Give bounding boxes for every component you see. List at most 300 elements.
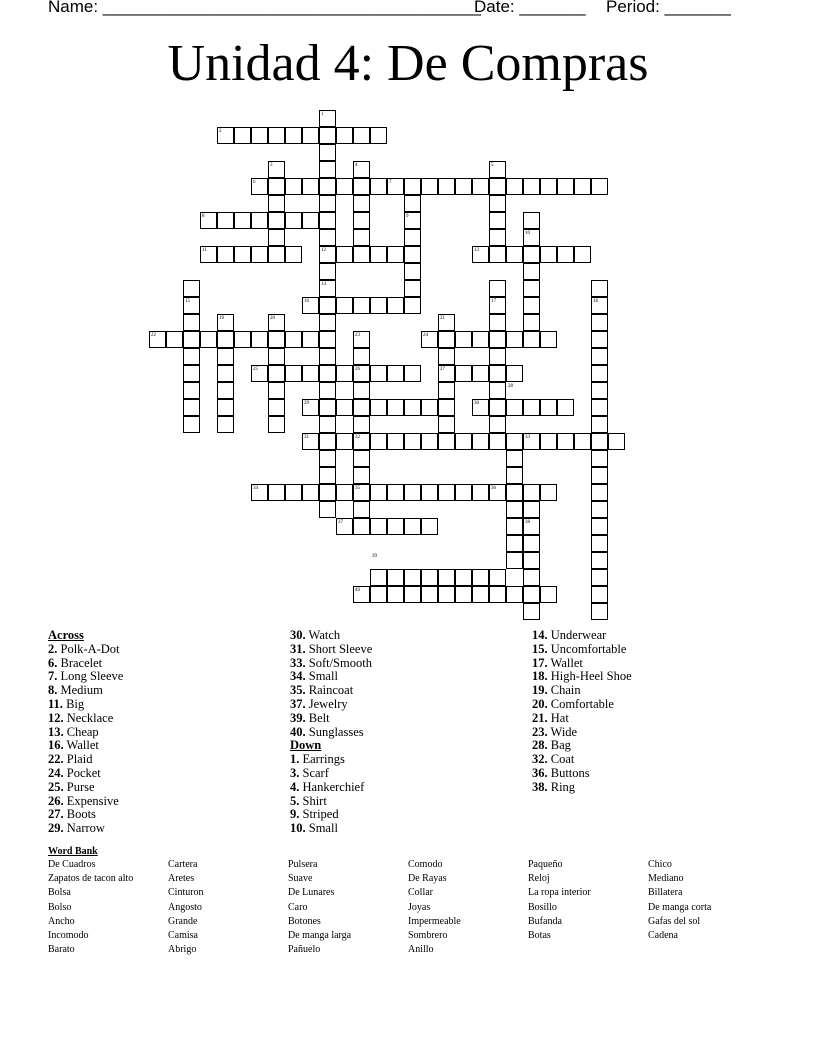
crossword-cell[interactable] bbox=[540, 178, 557, 195]
crossword-cell[interactable] bbox=[591, 467, 608, 484]
crossword-cell[interactable] bbox=[183, 365, 200, 382]
crossword-cell[interactable] bbox=[591, 399, 608, 416]
crossword-cell[interactable] bbox=[404, 229, 421, 246]
crossword-cell[interactable] bbox=[404, 433, 421, 450]
crossword-cell[interactable] bbox=[285, 127, 302, 144]
crossword-cell[interactable] bbox=[591, 484, 608, 501]
crossword-cell[interactable] bbox=[523, 297, 540, 314]
crossword-cell[interactable] bbox=[183, 416, 200, 433]
clue-number: 18 bbox=[593, 299, 598, 304]
crossword-cell[interactable] bbox=[370, 484, 387, 501]
crossword-cell[interactable] bbox=[506, 552, 523, 569]
crossword-cell[interactable] bbox=[353, 229, 370, 246]
crossword-cell[interactable] bbox=[319, 161, 336, 178]
crossword-cell[interactable] bbox=[319, 314, 336, 331]
crossword-cell[interactable] bbox=[336, 178, 353, 195]
clue-number: 19 bbox=[219, 316, 224, 321]
crossword-cell[interactable] bbox=[506, 467, 523, 484]
crossword-cell[interactable] bbox=[523, 484, 540, 501]
crossword-cell[interactable] bbox=[489, 586, 506, 603]
crossword-cell[interactable] bbox=[268, 382, 285, 399]
crossword-cell[interactable] bbox=[421, 586, 438, 603]
crossword-cell[interactable] bbox=[523, 501, 540, 518]
crossword-cell[interactable] bbox=[404, 399, 421, 416]
crossword-cell[interactable] bbox=[421, 178, 438, 195]
crossword-cell[interactable] bbox=[472, 365, 489, 382]
crossword-cell[interactable] bbox=[336, 297, 353, 314]
word-bank-item: Cartera bbox=[168, 859, 198, 870]
crossword-cell[interactable] bbox=[438, 399, 455, 416]
clue-number: 8 bbox=[202, 214, 205, 219]
crossword-cell[interactable] bbox=[370, 127, 387, 144]
crossword-cell[interactable] bbox=[319, 399, 336, 416]
crossword-cell[interactable] bbox=[319, 348, 336, 365]
crossword-cell[interactable] bbox=[319, 365, 336, 382]
crossword-cell[interactable] bbox=[217, 246, 234, 263]
crossword-cell[interactable] bbox=[319, 433, 336, 450]
crossword-cell[interactable] bbox=[404, 178, 421, 195]
word-bank-item: Bufanda bbox=[528, 915, 562, 927]
crossword-cell[interactable] bbox=[438, 331, 455, 348]
crossword-cell[interactable] bbox=[353, 416, 370, 433]
crossword-cell[interactable] bbox=[574, 178, 591, 195]
word-bank-item: Zapatos de tacon alto bbox=[48, 873, 134, 885]
crossword-cell[interactable] bbox=[523, 569, 540, 586]
crossword-cell[interactable] bbox=[591, 314, 608, 331]
crossword-cell[interactable] bbox=[506, 501, 523, 518]
clues-column-3 bbox=[532, 629, 632, 795]
crossword-cell[interactable] bbox=[591, 518, 608, 535]
clue-item: 23. Wide bbox=[532, 724, 578, 739]
crossword-cell[interactable] bbox=[268, 484, 285, 501]
clue-number: 2 bbox=[219, 129, 222, 134]
word-bank-column bbox=[648, 858, 711, 943]
word-bank-item: Paqueño bbox=[528, 859, 563, 870]
clue-number: 3 bbox=[270, 163, 273, 168]
crossword-cell[interactable] bbox=[353, 127, 370, 144]
crossword-cell[interactable] bbox=[302, 178, 319, 195]
clue-item: 22. Plaid bbox=[48, 752, 93, 767]
crossword-cell[interactable] bbox=[319, 178, 336, 195]
crossword-cell[interactable] bbox=[506, 433, 523, 450]
crossword-cell[interactable] bbox=[268, 416, 285, 433]
crossword-cell[interactable] bbox=[472, 433, 489, 450]
clue-item: 3. Scarf bbox=[290, 765, 329, 780]
crossword-cell[interactable] bbox=[183, 331, 200, 348]
crossword-cell[interactable] bbox=[319, 263, 336, 280]
clue-item: 13. Cheap bbox=[48, 724, 99, 739]
crossword-cell[interactable] bbox=[370, 399, 387, 416]
crossword-cell[interactable] bbox=[285, 331, 302, 348]
crossword-cell[interactable] bbox=[591, 365, 608, 382]
crossword-cell[interactable] bbox=[506, 399, 523, 416]
crossword-cell[interactable] bbox=[455, 586, 472, 603]
crossword-cell[interactable] bbox=[523, 535, 540, 552]
crossword-cell[interactable] bbox=[336, 399, 353, 416]
crossword-cell[interactable] bbox=[217, 382, 234, 399]
crossword-cell[interactable] bbox=[591, 603, 608, 620]
crossword-cell[interactable] bbox=[421, 484, 438, 501]
crossword-cell[interactable] bbox=[183, 314, 200, 331]
crossword-cell[interactable] bbox=[523, 280, 540, 297]
crossword-cell[interactable] bbox=[353, 178, 370, 195]
crossword-cell[interactable] bbox=[489, 399, 506, 416]
crossword-cell[interactable] bbox=[404, 484, 421, 501]
crossword-cell[interactable] bbox=[608, 433, 625, 450]
crossword-cell[interactable] bbox=[319, 195, 336, 212]
crossword-cell[interactable] bbox=[319, 484, 336, 501]
crossword-cell[interactable] bbox=[302, 365, 319, 382]
crossword-cell[interactable] bbox=[506, 246, 523, 263]
crossword-cell[interactable] bbox=[591, 416, 608, 433]
period-field[interactable]: Period: _______ bbox=[606, 0, 731, 16]
crossword-cell[interactable] bbox=[336, 433, 353, 450]
crossword-cell[interactable] bbox=[387, 569, 404, 586]
crossword-cell[interactable] bbox=[268, 246, 285, 263]
crossword-cell[interactable] bbox=[319, 382, 336, 399]
crossword-cell[interactable] bbox=[540, 433, 557, 450]
crossword-cell[interactable] bbox=[285, 178, 302, 195]
crossword-cell[interactable] bbox=[523, 399, 540, 416]
crossword-cell[interactable] bbox=[489, 348, 506, 365]
clue-number: 34 bbox=[253, 486, 258, 491]
crossword-cell[interactable] bbox=[387, 484, 404, 501]
crossword-cell[interactable] bbox=[319, 127, 336, 144]
crossword-cell[interactable] bbox=[506, 518, 523, 535]
crossword-cell[interactable] bbox=[251, 331, 268, 348]
crossword-cell[interactable] bbox=[183, 399, 200, 416]
crossword-cell[interactable] bbox=[506, 331, 523, 348]
crossword-cell[interactable] bbox=[217, 365, 234, 382]
crossword-cell[interactable] bbox=[421, 518, 438, 535]
crossword-cell[interactable] bbox=[455, 178, 472, 195]
crossword-cell[interactable] bbox=[302, 331, 319, 348]
crossword-cell[interactable] bbox=[540, 399, 557, 416]
crossword-cell[interactable] bbox=[455, 484, 472, 501]
crossword-cell[interactable] bbox=[268, 229, 285, 246]
crossword-cell[interactable] bbox=[387, 518, 404, 535]
clue-item: 32. Coat bbox=[532, 752, 575, 767]
across-heading: Across bbox=[48, 628, 84, 642]
crossword-cell[interactable] bbox=[404, 518, 421, 535]
crossword-cell[interactable] bbox=[523, 263, 540, 280]
crossword-cell[interactable] bbox=[523, 552, 540, 569]
date-field[interactable]: Date: _______ bbox=[474, 0, 586, 16]
crossword-cell[interactable] bbox=[591, 535, 608, 552]
word-bank-item: Anillo bbox=[408, 944, 434, 956]
crossword-cell[interactable] bbox=[370, 246, 387, 263]
clue-number: 9 bbox=[406, 214, 409, 219]
crossword-cell[interactable] bbox=[370, 518, 387, 535]
crossword-cell[interactable] bbox=[319, 212, 336, 229]
crossword-cell[interactable] bbox=[574, 433, 591, 450]
crossword-cell[interactable] bbox=[387, 297, 404, 314]
crossword-cell[interactable] bbox=[506, 586, 523, 603]
crossword-cell[interactable] bbox=[404, 365, 421, 382]
crossword-cell[interactable] bbox=[489, 382, 506, 399]
crossword-cell[interactable] bbox=[319, 144, 336, 161]
crossword-cell[interactable] bbox=[217, 348, 234, 365]
crossword-cell[interactable] bbox=[421, 399, 438, 416]
crossword-cell[interactable] bbox=[472, 331, 489, 348]
word-bank-item: Sombrero bbox=[408, 930, 448, 942]
crossword-cell[interactable] bbox=[404, 297, 421, 314]
crossword-cell[interactable] bbox=[319, 501, 336, 518]
crossword-cell[interactable] bbox=[472, 484, 489, 501]
crossword-cell[interactable] bbox=[268, 212, 285, 229]
crossword-cell[interactable] bbox=[438, 586, 455, 603]
crossword-cell[interactable] bbox=[455, 569, 472, 586]
crossword-cell[interactable] bbox=[455, 433, 472, 450]
crossword-cell[interactable] bbox=[506, 484, 523, 501]
crossword-cell[interactable] bbox=[523, 586, 540, 603]
crossword-cell[interactable] bbox=[489, 416, 506, 433]
crossword-cell[interactable] bbox=[319, 297, 336, 314]
crossword-cell[interactable] bbox=[268, 365, 285, 382]
clue-item: 14. Underwear bbox=[532, 628, 607, 642]
crossword-cell[interactable] bbox=[370, 433, 387, 450]
crossword-cell[interactable] bbox=[353, 382, 370, 399]
crossword-cell[interactable] bbox=[353, 212, 370, 229]
crossword-cell[interactable] bbox=[302, 212, 319, 229]
crossword-cell[interactable] bbox=[285, 365, 302, 382]
crossword-cell[interactable] bbox=[557, 399, 574, 416]
crossword-cell[interactable] bbox=[591, 382, 608, 399]
crossword-cell[interactable] bbox=[591, 348, 608, 365]
crossword-cell[interactable] bbox=[302, 484, 319, 501]
clue-number: 14 bbox=[321, 282, 326, 287]
crossword-cell[interactable] bbox=[591, 331, 608, 348]
crossword-cell[interactable] bbox=[523, 212, 540, 229]
crossword-cell[interactable] bbox=[591, 433, 608, 450]
crossword-cell[interactable] bbox=[285, 484, 302, 501]
crossword-cell[interactable] bbox=[540, 484, 557, 501]
crossword-cell[interactable] bbox=[523, 331, 540, 348]
crossword-cell[interactable] bbox=[251, 246, 268, 263]
crossword-cell[interactable] bbox=[319, 331, 336, 348]
crossword-cell[interactable] bbox=[472, 586, 489, 603]
word-bank-column bbox=[408, 858, 461, 957]
crossword-cell[interactable] bbox=[438, 382, 455, 399]
crossword-cell[interactable] bbox=[353, 501, 370, 518]
crossword-cell[interactable] bbox=[574, 246, 591, 263]
word-bank-item: Mediano bbox=[648, 873, 684, 885]
crossword-cell[interactable] bbox=[217, 212, 234, 229]
crossword-cell[interactable] bbox=[353, 450, 370, 467]
crossword-cell[interactable] bbox=[183, 280, 200, 297]
clue-number: 5 bbox=[491, 163, 494, 168]
crossword-cell[interactable] bbox=[319, 467, 336, 484]
crossword-cell[interactable] bbox=[438, 178, 455, 195]
clue-number: 20 bbox=[270, 316, 275, 321]
crossword-cell[interactable] bbox=[591, 450, 608, 467]
crossword-cell[interactable] bbox=[438, 484, 455, 501]
crossword-cell[interactable] bbox=[404, 280, 421, 297]
crossword-cell[interactable] bbox=[183, 382, 200, 399]
crossword-cell[interactable] bbox=[166, 331, 183, 348]
crossword-cell[interactable] bbox=[336, 246, 353, 263]
crossword-cell[interactable] bbox=[268, 178, 285, 195]
crossword-cell[interactable] bbox=[438, 569, 455, 586]
clue-item: 30. Watch bbox=[290, 628, 341, 642]
crossword-cell[interactable] bbox=[353, 399, 370, 416]
word-bank-item: De Cuadros bbox=[48, 859, 96, 870]
crossword-cell[interactable] bbox=[557, 246, 574, 263]
crossword-cell[interactable] bbox=[489, 433, 506, 450]
crossword-cell[interactable] bbox=[404, 586, 421, 603]
clue-number: 26 bbox=[355, 367, 360, 372]
clue-item: 35. Raincoat bbox=[290, 683, 354, 698]
crossword-cell[interactable] bbox=[285, 246, 302, 263]
word-bank-item: Impermeable bbox=[408, 915, 461, 927]
crossword-cell[interactable] bbox=[523, 178, 540, 195]
crossword-cell[interactable] bbox=[540, 331, 557, 348]
crossword-cell[interactable] bbox=[404, 246, 421, 263]
crossword-cell[interactable] bbox=[251, 212, 268, 229]
crossword-cell[interactable] bbox=[319, 416, 336, 433]
crossword-cell[interactable] bbox=[268, 399, 285, 416]
clue-number: 29 bbox=[304, 401, 309, 406]
crossword-cell[interactable] bbox=[336, 365, 353, 382]
crossword-cell[interactable] bbox=[489, 569, 506, 586]
crossword-cell[interactable] bbox=[370, 297, 387, 314]
crossword-cell[interactable] bbox=[591, 280, 608, 297]
name-field[interactable]: Name: ________________________________________ bbox=[48, 0, 481, 16]
clue-item: 36. Buttons bbox=[532, 765, 590, 780]
clue-number: 23 bbox=[355, 333, 360, 338]
crossword-cell[interactable] bbox=[387, 586, 404, 603]
word-bank-item: De Lunares bbox=[288, 887, 335, 899]
clue-number: 36 bbox=[491, 486, 496, 491]
crossword-cell[interactable] bbox=[387, 365, 404, 382]
word-bank-item: Grande bbox=[168, 915, 198, 927]
crossword-cell[interactable] bbox=[506, 178, 523, 195]
crossword-cell[interactable] bbox=[404, 569, 421, 586]
crossword-cell[interactable] bbox=[489, 195, 506, 212]
crossword-cell[interactable] bbox=[353, 348, 370, 365]
word-bank-item: Joyas bbox=[408, 901, 431, 913]
crossword-cell[interactable] bbox=[506, 365, 523, 382]
crossword-cell[interactable] bbox=[251, 127, 268, 144]
crossword-cell[interactable] bbox=[489, 314, 506, 331]
clue-number: 11 bbox=[202, 248, 207, 253]
crossword-cell[interactable] bbox=[268, 195, 285, 212]
crossword-cell[interactable] bbox=[217, 331, 234, 348]
crossword-cell[interactable] bbox=[489, 246, 506, 263]
crossword-cell[interactable] bbox=[591, 586, 608, 603]
crossword-cell[interactable] bbox=[200, 331, 217, 348]
crossword-cell[interactable] bbox=[506, 535, 523, 552]
crossword-cell[interactable] bbox=[421, 569, 438, 586]
clue-number: 22 bbox=[151, 333, 156, 338]
clue-number: 40 bbox=[355, 588, 360, 593]
clue-item: 40. Sunglasses bbox=[290, 724, 364, 739]
crossword-cell[interactable] bbox=[319, 229, 336, 246]
word-bank-item: Ancho bbox=[48, 915, 75, 927]
clue-item: 39. Belt bbox=[290, 710, 330, 725]
crossword-cell[interactable] bbox=[557, 433, 574, 450]
clue-item: 1. Earrings bbox=[290, 752, 345, 767]
crossword-cell[interactable] bbox=[489, 212, 506, 229]
crossword-cell[interactable] bbox=[472, 569, 489, 586]
crossword-cell[interactable] bbox=[540, 586, 557, 603]
clues-column-2 bbox=[290, 629, 372, 836]
crossword-cell[interactable] bbox=[336, 127, 353, 144]
crossword-cell[interactable] bbox=[387, 246, 404, 263]
crossword-cell[interactable] bbox=[591, 569, 608, 586]
crossword-cell[interactable] bbox=[302, 127, 319, 144]
crossword-cell[interactable] bbox=[489, 229, 506, 246]
crossword-cell[interactable] bbox=[438, 348, 455, 365]
crossword-cell[interactable] bbox=[370, 178, 387, 195]
crossword-cell[interactable] bbox=[370, 365, 387, 382]
crossword-cell[interactable] bbox=[489, 365, 506, 382]
crossword-cell[interactable] bbox=[234, 127, 251, 144]
crossword-cell[interactable] bbox=[455, 331, 472, 348]
crossword-cell[interactable] bbox=[353, 467, 370, 484]
clue-number: 24 bbox=[423, 333, 428, 338]
crossword-cell[interactable] bbox=[285, 212, 302, 229]
crossword-cell[interactable] bbox=[353, 297, 370, 314]
clue-item: 2. Polk-A-Dot bbox=[48, 641, 120, 656]
crossword-cell[interactable] bbox=[489, 331, 506, 348]
crossword-cell[interactable] bbox=[591, 552, 608, 569]
crossword-cell[interactable] bbox=[234, 331, 251, 348]
crossword-cell[interactable] bbox=[404, 263, 421, 280]
clue-item: 26. Expensive bbox=[48, 793, 119, 808]
crossword-cell[interactable] bbox=[540, 246, 557, 263]
crossword-cell[interactable] bbox=[591, 501, 608, 518]
crossword-cell[interactable] bbox=[183, 348, 200, 365]
crossword-cell[interactable] bbox=[234, 212, 251, 229]
crossword-cell[interactable] bbox=[421, 433, 438, 450]
crossword-cell[interactable] bbox=[353, 246, 370, 263]
crossword-cell[interactable] bbox=[557, 178, 574, 195]
clue-number: 12 bbox=[321, 248, 326, 253]
crossword-cell[interactable] bbox=[370, 586, 387, 603]
crossword-cell[interactable] bbox=[438, 433, 455, 450]
crossword-cell[interactable] bbox=[217, 399, 234, 416]
clue-item: 4. Hankerchief bbox=[290, 779, 365, 794]
crossword-cell[interactable] bbox=[489, 178, 506, 195]
crossword-cell[interactable] bbox=[523, 603, 540, 620]
crossword-cell[interactable] bbox=[523, 314, 540, 331]
crossword-cell[interactable] bbox=[353, 195, 370, 212]
crossword-cell[interactable] bbox=[217, 416, 234, 433]
crossword-cell[interactable] bbox=[591, 178, 608, 195]
clue-number: 7 bbox=[389, 180, 392, 185]
crossword-cell[interactable] bbox=[489, 280, 506, 297]
crossword-cell[interactable] bbox=[268, 348, 285, 365]
crossword-cell[interactable] bbox=[353, 518, 370, 535]
crossword-cell[interactable] bbox=[370, 569, 387, 586]
crossword-cell[interactable] bbox=[438, 416, 455, 433]
crossword-cell[interactable] bbox=[523, 246, 540, 263]
crossword-cell[interactable] bbox=[387, 399, 404, 416]
crossword-cell[interactable] bbox=[319, 450, 336, 467]
crossword-cell[interactable] bbox=[336, 484, 353, 501]
crossword-cell[interactable] bbox=[506, 450, 523, 467]
clue-item: 19. Chain bbox=[532, 683, 581, 698]
crossword-cell[interactable] bbox=[268, 331, 285, 348]
clue-number: 25 bbox=[253, 367, 258, 372]
crossword-cell[interactable] bbox=[387, 433, 404, 450]
crossword-cell[interactable] bbox=[268, 127, 285, 144]
crossword-cell[interactable] bbox=[472, 178, 489, 195]
crossword-cell[interactable] bbox=[455, 365, 472, 382]
crossword-cell[interactable] bbox=[404, 195, 421, 212]
crossword-cell[interactable] bbox=[234, 246, 251, 263]
